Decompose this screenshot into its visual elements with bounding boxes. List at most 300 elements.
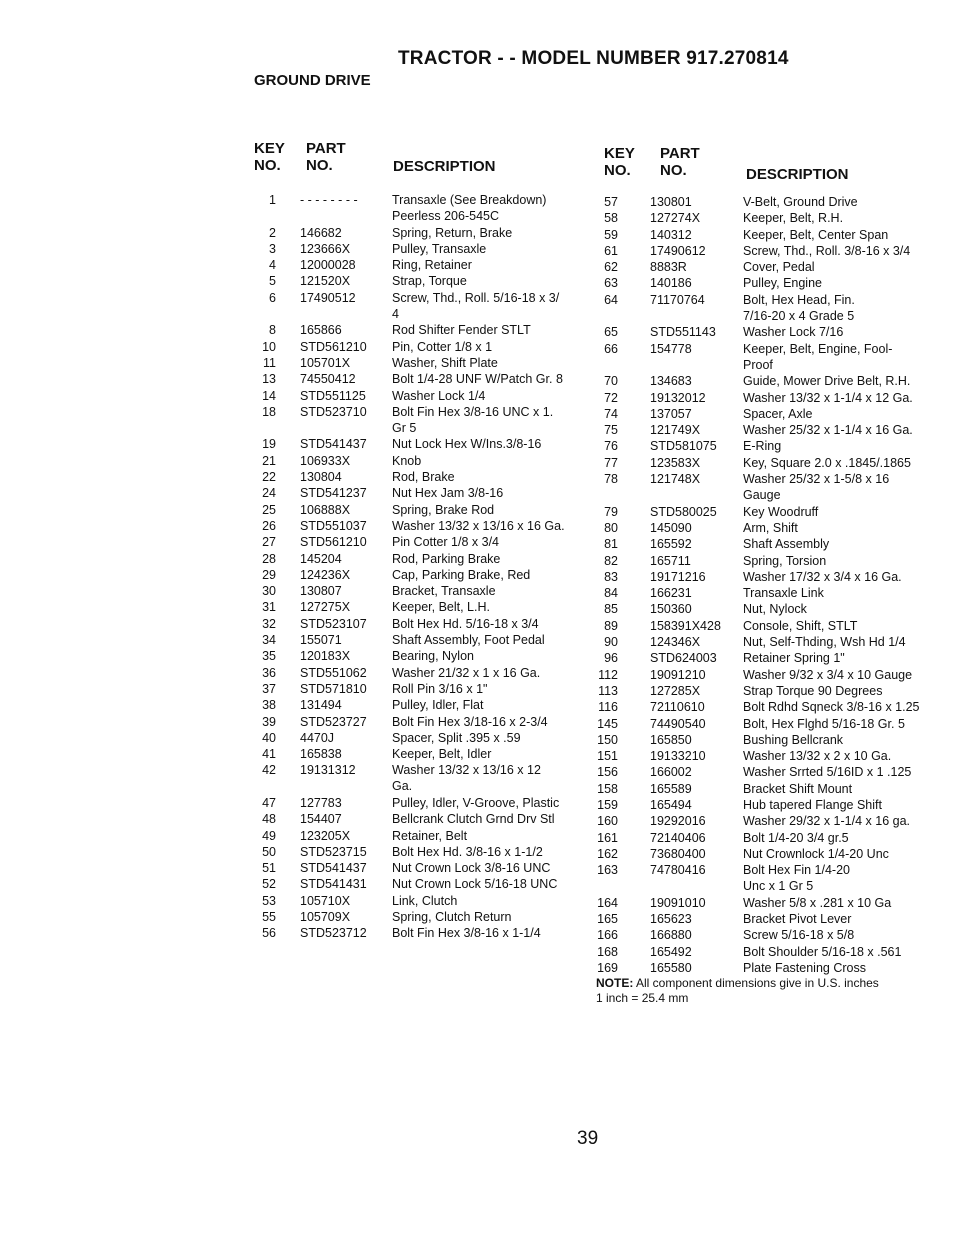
part-number: 4470J bbox=[300, 730, 335, 745]
part-description bbox=[392, 893, 457, 909]
key-number: 145 bbox=[597, 716, 618, 731]
part-description bbox=[392, 697, 483, 713]
description-line: Ring, Retainer bbox=[392, 258, 472, 273]
key-number: 3 bbox=[269, 241, 276, 256]
part-description bbox=[743, 927, 854, 943]
key-number: 162 bbox=[597, 846, 618, 861]
description-line: Bolt, Hex Flghd 5/16-18 Gr. 5 bbox=[743, 716, 905, 731]
part-description bbox=[743, 373, 910, 389]
part-number: 165494 bbox=[650, 797, 692, 812]
part-description bbox=[392, 648, 474, 664]
description-line: Bolt Fin Hex 3/8-16 UNC x 1. bbox=[392, 404, 554, 419]
key-number: 74 bbox=[604, 406, 618, 421]
part-number: 155071 bbox=[300, 633, 342, 648]
description-line: Bracket, Transaxle bbox=[392, 584, 496, 599]
description-line: Washer 13/32 x 13/16 x 12 bbox=[392, 763, 541, 778]
key-number: 159 bbox=[597, 797, 618, 812]
part-description bbox=[743, 846, 889, 862]
part-number: 121520X bbox=[300, 274, 351, 289]
part-description bbox=[743, 895, 891, 911]
description-line: Bolt 1/4-20 3/4 gr.5 bbox=[743, 830, 849, 845]
key-number: 89 bbox=[604, 618, 618, 633]
part-number: 120183X bbox=[300, 649, 351, 664]
description-line: Bolt, Hex Head, Fin. bbox=[743, 292, 855, 307]
part-description bbox=[743, 862, 850, 894]
description-line: 7/16-20 x 4 Grade 5 bbox=[743, 308, 855, 323]
key-number: 161 bbox=[597, 830, 618, 845]
key-number: 59 bbox=[604, 227, 618, 242]
part-number: 165580 bbox=[650, 960, 692, 975]
part-number: STD580025 bbox=[650, 504, 717, 519]
key-number: 79 bbox=[604, 504, 618, 519]
description-line: Strap Torque 90 Degrees bbox=[743, 683, 883, 698]
part-description bbox=[743, 536, 829, 552]
part-description bbox=[392, 925, 541, 941]
part-number: 71170764 bbox=[650, 292, 705, 307]
part-number: 165850 bbox=[650, 732, 692, 747]
key-number: 70 bbox=[604, 374, 618, 389]
key-number: 75 bbox=[604, 423, 618, 438]
right-key-header: KEY NO. bbox=[604, 145, 635, 179]
description-line: Screw 5/16-18 x 5/8 bbox=[743, 928, 855, 943]
part-description bbox=[743, 732, 843, 748]
part-description bbox=[743, 911, 851, 927]
dimension-note bbox=[596, 976, 879, 1006]
part-number: 137057 bbox=[650, 406, 692, 421]
description-line: Spacer, Axle bbox=[743, 406, 813, 421]
part-number: STD523712 bbox=[300, 926, 367, 941]
key-number: 150 bbox=[597, 732, 618, 747]
key-number: 27 bbox=[262, 535, 276, 550]
part-number: 105701X bbox=[300, 355, 351, 370]
description-line: Nut Crown Lock 3/8-16 UNC bbox=[392, 861, 551, 876]
description-line: Washer 29/32 x 1-1/4 x 16 ga. bbox=[743, 814, 910, 829]
part-number: STD551062 bbox=[300, 665, 367, 680]
part-number: 130801 bbox=[650, 195, 692, 209]
part-description bbox=[743, 569, 902, 585]
key-number: 164 bbox=[597, 895, 618, 910]
key-number: 65 bbox=[604, 325, 618, 340]
description-line: Plate Fastening Cross bbox=[743, 960, 866, 975]
part-number: 165589 bbox=[650, 781, 692, 796]
key-number: 31 bbox=[262, 600, 276, 615]
note-conversion: 1 inch = 25.4 mm bbox=[596, 991, 689, 1005]
description-line: 4 bbox=[392, 306, 399, 321]
description-line: Keeper, Belt, L.H. bbox=[392, 600, 490, 615]
part-description bbox=[392, 876, 557, 892]
key-number: 36 bbox=[262, 665, 276, 680]
part-description bbox=[392, 371, 563, 387]
part-number: STD541437 bbox=[300, 437, 367, 452]
key-number: 18 bbox=[262, 404, 276, 419]
description-line: Console, Shift, STLT bbox=[743, 618, 858, 633]
key-number: 28 bbox=[262, 551, 276, 566]
key-number: 47 bbox=[262, 795, 276, 810]
description-line: Bolt Fin Hex 3/18-16 x 2-3/4 bbox=[392, 714, 548, 729]
part-number: - - - - - - - - bbox=[300, 193, 358, 207]
description-line: Cover, Pedal bbox=[743, 260, 815, 275]
description-line: Keeper, Belt, Engine, Fool- bbox=[743, 341, 893, 356]
part-number: 165866 bbox=[300, 323, 342, 338]
description-line: Nut Crown Lock 5/16-18 UNC bbox=[392, 877, 558, 892]
description-line: Nut, Self-Thding, Wsh Hd 1/4 bbox=[743, 635, 906, 650]
part-number: 140186 bbox=[650, 276, 692, 291]
left-description-header: DESCRIPTION bbox=[393, 158, 496, 175]
part-description bbox=[743, 438, 781, 454]
part-description bbox=[392, 225, 512, 241]
key-number: 158 bbox=[597, 781, 618, 796]
key-number: 112 bbox=[598, 667, 618, 682]
part-number: 72110610 bbox=[650, 700, 705, 715]
part-description bbox=[743, 667, 912, 683]
part-description bbox=[392, 583, 496, 599]
part-number: 19171216 bbox=[650, 569, 706, 584]
part-description bbox=[743, 259, 815, 275]
part-description bbox=[392, 599, 490, 615]
part-number: 106933X bbox=[300, 453, 351, 468]
description-line: Nut Hex Jam 3/8-16 bbox=[392, 486, 504, 501]
part-description bbox=[392, 860, 550, 876]
part-number: STD551037 bbox=[300, 518, 367, 533]
description-line: Bracket Pivot Lever bbox=[743, 912, 852, 927]
key-number: 163 bbox=[597, 863, 618, 878]
key-number: 4 bbox=[269, 258, 276, 273]
description-line: Nut Lock Hex W/Ins.3/8-16 bbox=[392, 437, 542, 452]
part-number: 121749X bbox=[650, 423, 701, 438]
key-number: 58 bbox=[604, 211, 618, 226]
key-number: 32 bbox=[262, 616, 276, 631]
part-description bbox=[743, 324, 843, 340]
description-line: Washer Lock 1/4 bbox=[392, 388, 486, 403]
description-line: Key, Square 2.0 x .1845/.1865 bbox=[743, 455, 911, 470]
part-number: 72140406 bbox=[650, 830, 706, 845]
key-number: 52 bbox=[262, 877, 276, 892]
description-line: V-Belt, Ground Drive bbox=[743, 195, 858, 209]
description-line: Bolt Hex Fin 1/4-20 bbox=[743, 863, 850, 878]
key-number: 82 bbox=[604, 553, 618, 568]
key-number: 41 bbox=[262, 747, 276, 762]
part-number: 12000028 bbox=[300, 258, 356, 273]
part-number: STD561210 bbox=[300, 339, 367, 354]
key-number: 48 bbox=[262, 812, 276, 827]
description-line: Transaxle (See Breakdown) bbox=[392, 193, 547, 207]
part-description bbox=[392, 746, 491, 762]
key-number: 22 bbox=[262, 470, 276, 485]
description-line: Proof bbox=[743, 357, 773, 372]
part-description bbox=[392, 567, 530, 583]
key-number: 64 bbox=[604, 292, 618, 307]
description-line: Unc x 1 Gr 5 bbox=[743, 879, 814, 894]
part-number: STD541237 bbox=[300, 486, 367, 501]
key-number: 113 bbox=[598, 683, 618, 698]
part-number: 146682 bbox=[300, 225, 342, 240]
description-line: Gr 5 bbox=[392, 420, 417, 435]
part-description bbox=[392, 388, 485, 404]
part-number: 105709X bbox=[300, 910, 351, 925]
note-label: NOTE: bbox=[596, 976, 634, 990]
key-number: 57 bbox=[604, 195, 618, 209]
part-number: 165592 bbox=[650, 537, 692, 552]
description-line: Rod, Parking Brake bbox=[392, 551, 501, 566]
key-number: 66 bbox=[604, 341, 618, 356]
key-number: 83 bbox=[604, 569, 618, 584]
description-line: Bolt 1/4-28 UNF W/Patch Gr. 8 bbox=[392, 372, 563, 387]
description-line: Strap, Torque bbox=[392, 274, 467, 289]
key-number: 78 bbox=[604, 472, 618, 487]
part-number: 105710X bbox=[300, 893, 351, 908]
key-number: 25 bbox=[262, 502, 276, 517]
part-description bbox=[743, 455, 911, 471]
part-number: 19091210 bbox=[650, 667, 706, 682]
key-number: 40 bbox=[262, 730, 276, 745]
key-number: 80 bbox=[604, 520, 618, 535]
part-description bbox=[743, 618, 857, 634]
description-line: Arm, Shift bbox=[743, 520, 798, 535]
description-line: Pulley, Transaxle bbox=[392, 241, 487, 256]
key-number: 151 bbox=[597, 749, 618, 764]
part-description bbox=[392, 257, 472, 273]
key-number: 55 bbox=[262, 910, 276, 925]
part-number: STD551143 bbox=[650, 325, 716, 340]
description-line: Key Woodruff bbox=[743, 504, 819, 519]
part-number: STD523715 bbox=[300, 844, 367, 859]
key-number: 6 bbox=[269, 290, 276, 305]
part-number: STD551125 bbox=[300, 388, 366, 403]
description-line: Washer 13/32 x 2 x 10 Ga. bbox=[743, 749, 892, 764]
part-number: 130804 bbox=[300, 470, 342, 485]
part-number: 121748X bbox=[650, 472, 701, 487]
part-number: 127285X bbox=[650, 683, 701, 698]
part-description bbox=[392, 844, 543, 860]
description-line: Washer 9/32 x 3/4 x 10 Gauge bbox=[743, 667, 913, 682]
part-number: 123666X bbox=[300, 241, 351, 256]
part-number: 145090 bbox=[650, 520, 692, 535]
part-description bbox=[392, 273, 467, 289]
part-number: 131494 bbox=[300, 698, 342, 713]
key-number: 160 bbox=[597, 814, 618, 829]
part-description bbox=[743, 683, 882, 699]
key-number: 37 bbox=[262, 681, 276, 696]
key-number: 76 bbox=[604, 439, 618, 454]
part-description bbox=[743, 585, 824, 601]
description-line: Link, Clutch bbox=[392, 893, 458, 908]
part-description bbox=[392, 730, 521, 746]
part-description bbox=[392, 192, 546, 224]
description-line: Washer Lock 7/16 bbox=[743, 325, 844, 340]
part-number: 19091010 bbox=[650, 895, 706, 910]
key-number: 26 bbox=[262, 518, 276, 533]
description-line: Bolt Fin Hex 3/8-16 x 1-1/4 bbox=[392, 926, 541, 941]
key-number: 63 bbox=[604, 276, 618, 291]
part-description bbox=[743, 227, 888, 243]
description-line: Rod Shifter Fender STLT bbox=[392, 323, 531, 338]
part-description bbox=[392, 436, 541, 452]
description-line: Washer 5/8 x .281 x 10 Ga bbox=[743, 895, 892, 910]
part-number: 165838 bbox=[300, 747, 342, 762]
key-number: 35 bbox=[262, 649, 276, 664]
part-description bbox=[392, 469, 455, 485]
key-number: 39 bbox=[262, 714, 276, 729]
key-number: 1 bbox=[269, 193, 276, 207]
description-line: Knob bbox=[392, 453, 422, 468]
description-line: Washer Srrted 5/16ID x 1 .125 bbox=[743, 765, 912, 780]
part-description bbox=[743, 699, 920, 715]
part-description bbox=[392, 290, 559, 322]
description-line: Keeper, Belt, Idler bbox=[392, 747, 492, 762]
key-number: 51 bbox=[262, 861, 276, 876]
part-description bbox=[743, 813, 910, 829]
key-number: 156 bbox=[597, 765, 618, 780]
part-number: 74490540 bbox=[650, 716, 706, 731]
part-number: STD581075 bbox=[650, 439, 717, 454]
part-number: 134683 bbox=[650, 374, 692, 389]
part-description bbox=[392, 795, 559, 811]
part-description bbox=[392, 762, 541, 794]
key-number: 168 bbox=[597, 944, 618, 959]
part-number: STD561210 bbox=[300, 535, 367, 550]
part-number: 19132012 bbox=[650, 390, 706, 405]
part-description bbox=[743, 764, 911, 780]
key-number: 81 bbox=[604, 537, 618, 552]
part-description bbox=[743, 797, 882, 813]
description-line: Pulley, Idler, V-Groove, Plastic bbox=[392, 795, 560, 810]
part-number: STD541437 bbox=[300, 861, 367, 876]
part-description bbox=[392, 714, 548, 730]
description-line: Pulley, Engine bbox=[743, 276, 822, 291]
part-number: 74780416 bbox=[650, 863, 706, 878]
part-description bbox=[392, 811, 555, 827]
description-line: Spring, Clutch Return bbox=[392, 910, 512, 925]
description-line: Gauge bbox=[743, 488, 781, 503]
description-line: Ga. bbox=[392, 779, 413, 794]
description-line: Washer 25/32 x 1-5/8 x 16 bbox=[743, 472, 890, 487]
part-description bbox=[392, 518, 565, 534]
description-line: Washer 13/32 x 13/16 x 16 Ga. bbox=[392, 518, 565, 533]
part-number: 154407 bbox=[300, 812, 342, 827]
key-number: 72 bbox=[604, 390, 618, 405]
right-part-header: PART NO. bbox=[660, 145, 700, 179]
part-description bbox=[392, 453, 421, 469]
key-number: 24 bbox=[262, 486, 276, 501]
page-number: 39 bbox=[577, 1128, 599, 1149]
part-number: 165492 bbox=[650, 944, 692, 959]
part-description bbox=[743, 504, 818, 520]
part-description bbox=[392, 616, 539, 632]
description-line: Washer 25/32 x 1-1/4 x 16 Ga. bbox=[743, 423, 913, 438]
description-line: Bellcrank Clutch Grnd Drv Stl bbox=[392, 812, 555, 827]
part-description bbox=[392, 355, 498, 371]
part-number: 166231 bbox=[650, 586, 692, 601]
description-line: Nut Crownlock 1/4-20 Unc bbox=[743, 846, 889, 861]
description-line: Washer, Shift Plate bbox=[392, 355, 498, 370]
part-description bbox=[743, 471, 889, 503]
description-line: Transaxle Link bbox=[743, 586, 824, 601]
left-part-header: PART NO. bbox=[306, 140, 346, 174]
part-description bbox=[392, 665, 540, 681]
section-title: GROUND DRIVE bbox=[254, 72, 371, 89]
part-description bbox=[392, 534, 499, 550]
part-number: STD541431 bbox=[300, 877, 367, 892]
description-line: Washer 13/32 x 1-1/4 x 12 Ga. bbox=[743, 390, 913, 405]
part-number: 106888X bbox=[300, 502, 351, 517]
part-description bbox=[392, 404, 553, 436]
description-line: Retainer, Belt bbox=[392, 828, 468, 843]
part-description bbox=[392, 339, 492, 355]
part-description bbox=[392, 241, 486, 257]
key-number: 29 bbox=[262, 567, 276, 582]
part-number: 19292016 bbox=[650, 814, 706, 829]
key-number: 10 bbox=[262, 339, 276, 354]
description-line: Screw, Thd., Roll. 5/16-18 x 3/ bbox=[392, 290, 560, 305]
description-line: Keeper, Belt, R.H. bbox=[743, 211, 844, 226]
description-line: Washer 17/32 x 3/4 x 16 Ga. bbox=[743, 569, 902, 584]
part-description bbox=[743, 520, 798, 536]
key-number: 11 bbox=[263, 355, 276, 370]
note-text: All component dimensions give in U.S. inches bbox=[636, 976, 879, 990]
description-line: Bolt Rdhd Sqneck 3/8-16 x 1.25 bbox=[743, 700, 920, 715]
part-description bbox=[743, 243, 910, 259]
part-description bbox=[743, 830, 849, 846]
key-number: 34 bbox=[262, 633, 276, 648]
description-line: Spring, Torsion bbox=[743, 553, 827, 568]
part-number: 124236X bbox=[300, 567, 351, 582]
part-number: STD523727 bbox=[300, 714, 367, 729]
part-number: 17490612 bbox=[650, 243, 706, 258]
key-number: 50 bbox=[262, 844, 276, 859]
description-line: Cap, Parking Brake, Red bbox=[392, 567, 531, 582]
part-description bbox=[743, 194, 858, 210]
part-number: 19131312 bbox=[300, 763, 356, 778]
key-number: 169 bbox=[597, 960, 618, 975]
key-number: 53 bbox=[262, 893, 276, 908]
part-number: 127783 bbox=[300, 795, 342, 810]
part-description bbox=[392, 681, 487, 697]
key-number: 14 bbox=[262, 388, 276, 403]
key-number: 85 bbox=[604, 602, 618, 617]
description-line: Peerless 206-545C bbox=[392, 209, 500, 223]
part-number: 166002 bbox=[650, 765, 692, 780]
key-number: 96 bbox=[604, 651, 618, 666]
description-line: Bushing Bellcrank bbox=[743, 732, 844, 747]
part-description bbox=[392, 828, 467, 844]
part-number: 74550412 bbox=[300, 372, 356, 387]
description-line: Pin, Cotter 1/8 x 1 bbox=[392, 339, 493, 354]
part-number: STD571810 bbox=[300, 681, 367, 696]
part-number: 158391X428 bbox=[650, 618, 721, 633]
part-description bbox=[392, 551, 500, 567]
description-line: Guide, Mower Drive Belt, R.H. bbox=[743, 374, 911, 389]
description-line: Hub tapered Flange Shift bbox=[743, 797, 882, 812]
key-number: 21 bbox=[262, 453, 276, 468]
part-description bbox=[743, 960, 866, 976]
key-number: 116 bbox=[598, 700, 618, 715]
part-description bbox=[392, 632, 545, 648]
key-number: 61 bbox=[604, 243, 618, 258]
key-number: 19 bbox=[262, 437, 276, 452]
description-line: Bolt Hex Hd. 5/16-18 x 3/4 bbox=[392, 616, 539, 631]
part-number: 165623 bbox=[650, 912, 692, 927]
part-description bbox=[743, 650, 845, 666]
description-line: Washer 21/32 x 1 x 16 Ga. bbox=[392, 665, 541, 680]
description-line: Spring, Brake Rod bbox=[392, 502, 495, 517]
key-number: 13 bbox=[262, 372, 276, 387]
part-description bbox=[392, 909, 512, 925]
part-number: STD523107 bbox=[300, 616, 367, 631]
part-number: 166880 bbox=[650, 928, 692, 943]
key-number: 2 bbox=[269, 225, 276, 240]
part-number: 8883R bbox=[650, 260, 687, 275]
description-line: Spring, Return, Brake bbox=[392, 225, 513, 240]
